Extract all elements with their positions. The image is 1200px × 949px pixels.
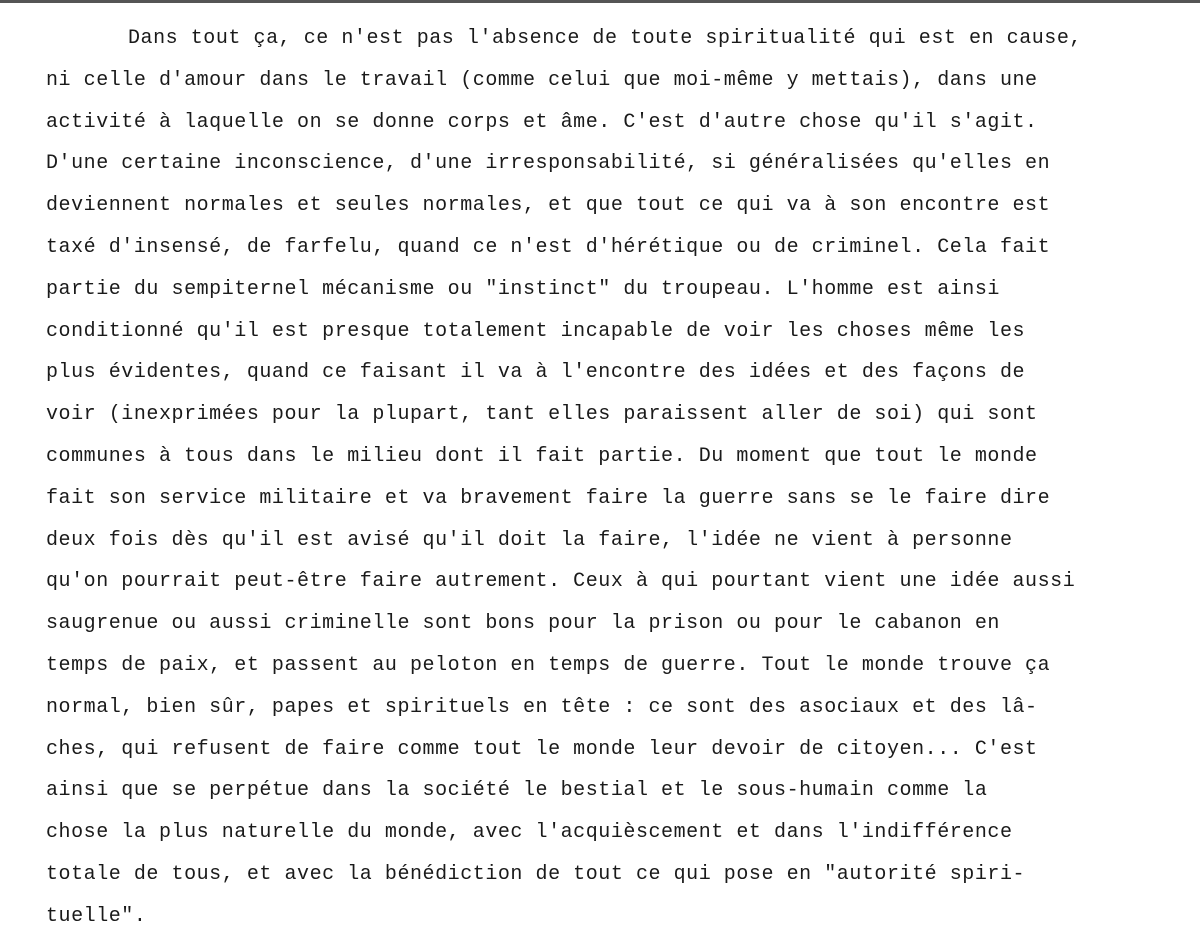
- text-line: Dans tout ça, ce n'est pas l'absence de toute spiritualité qui est en cause,: [128, 27, 1082, 50]
- text-line: activité à laquelle on se donne corps et âme. C'est d'autre chose qu'il s'agit.: [46, 110, 1038, 134]
- typewritten-paragraph: [46, 18, 1176, 938]
- text-line: ni celle d'amour dans le travail (comme celui que moi-même y mettais), dans une: [46, 68, 1038, 92]
- text-line: communes à tous dans le milieu dont il fait partie. Du moment que tout le monde: [46, 444, 1038, 468]
- text-line: taxé d'insensé, de farfelu, quand ce n'est d'hérétique ou de criminel. Cela fait: [46, 235, 1051, 259]
- top-border-rule: [0, 0, 1200, 3]
- text-line: voir (inexprimées pour la plupart, tant elles paraissent aller de soi) qui sont: [46, 403, 1038, 427]
- text-line: partie du sempiternel mécanisme ou "instinct" du troupeau. L'homme est ainsi: [46, 277, 1000, 301]
- text-line: ches, qui refusent de faire comme tout le monde leur devoir de citoyen... C'est: [46, 737, 1038, 761]
- text-line: conditionné qu'il est presque totalement incapable de voir les choses même les: [46, 319, 1026, 343]
- text-line: saugrenue ou aussi criminelle sont bons pour la prison ou pour le cabanon en: [46, 612, 1000, 636]
- text-line: plus évidentes, quand ce faisant il va à l'encontre des idées et des façons de: [46, 361, 1026, 385]
- text-line: tuelle".: [46, 904, 147, 928]
- text-line: chose la plus naturelle du monde, avec l'acquièscement et dans l'indifférence: [46, 821, 1013, 845]
- text-line: qu'on pourrait peut-être faire autrement. Ceux à qui pourtant vient une idée aussi: [46, 570, 1076, 594]
- text-line: normal, bien sûr, papes et spirituels en tête : ce sont des asociaux et des lâ-: [46, 695, 1038, 719]
- text-line: fait son service militaire et va bravement faire la guerre sans se le faire dire: [46, 486, 1051, 510]
- text-line: deux fois dès qu'il est avisé qu'il doit la faire, l'idée ne vient à personne: [46, 528, 1013, 552]
- text-line: deviennent normales et seules normales, et que tout ce qui va à son encontre est: [46, 194, 1051, 218]
- text-line: ainsi que se perpétue dans la société le bestial et le sous-humain comme la: [46, 779, 988, 803]
- text-line: D'une certaine inconscience, d'une irresponsabilité, si généralisées qu'elles en: [46, 152, 1051, 176]
- text-line: temps de paix, et passent au peloton en temps de guerre. Tout le monde trouve ça: [46, 653, 1051, 677]
- text-line: totale de tous, et avec la bénédiction de tout ce qui pose en "autorité spiri-: [46, 862, 1026, 886]
